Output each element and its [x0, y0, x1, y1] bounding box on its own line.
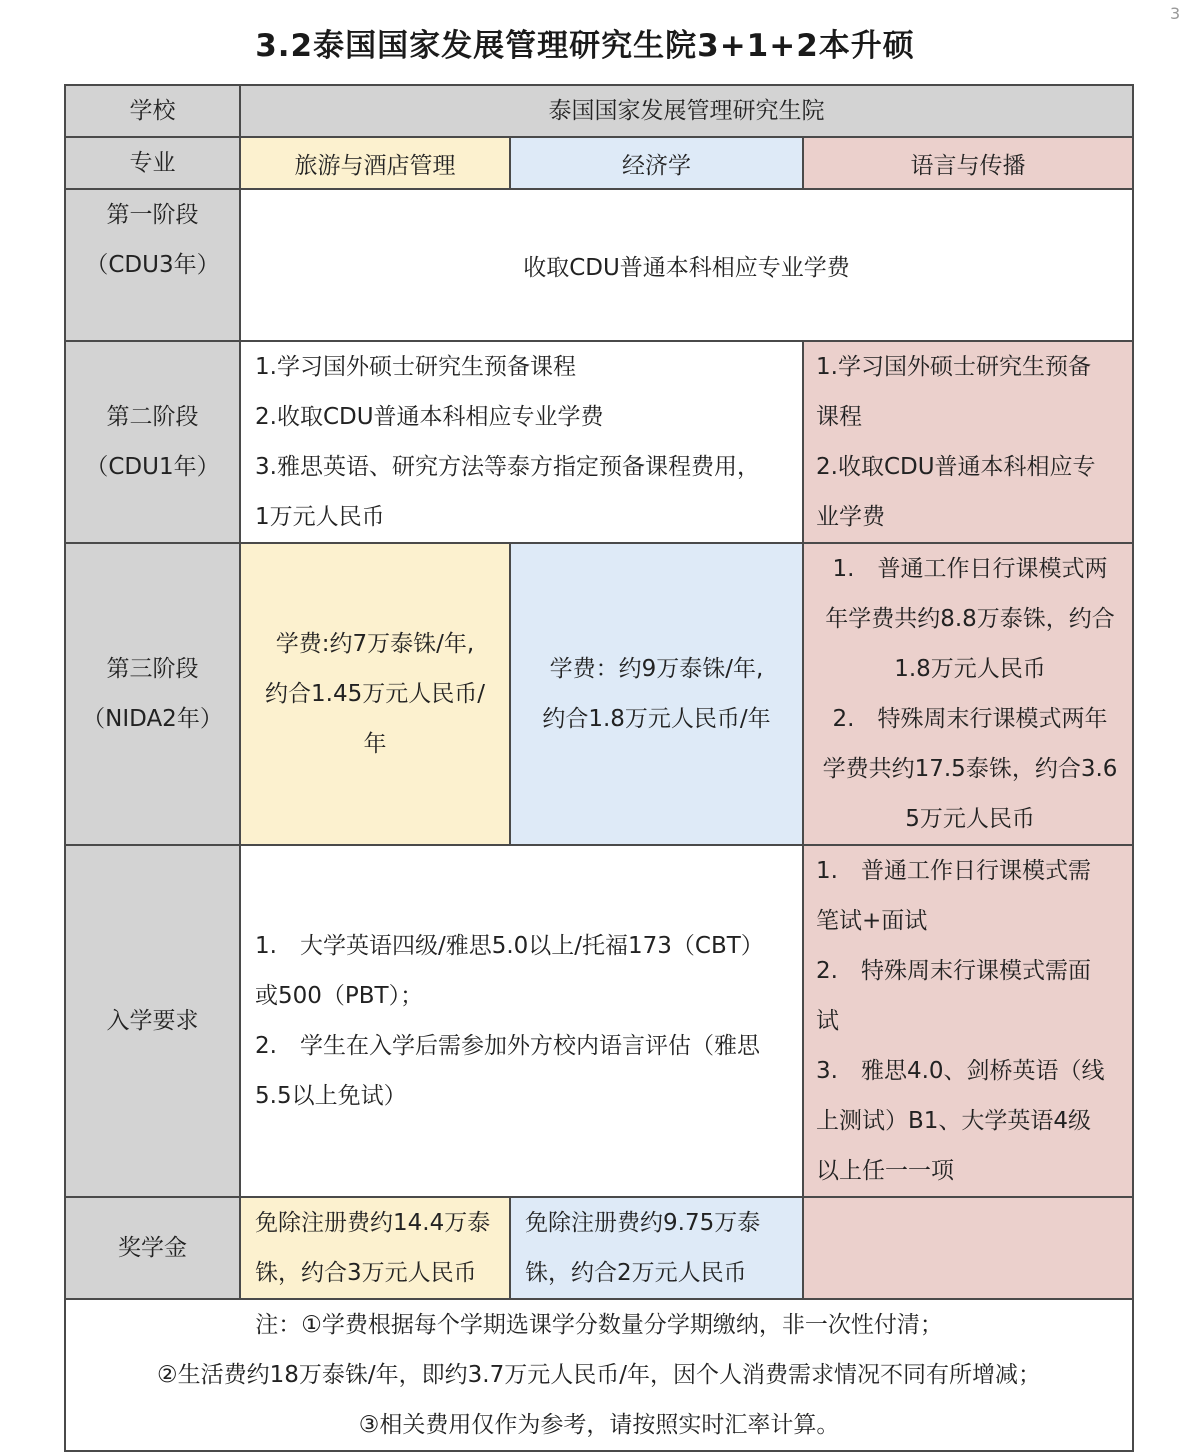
- stage3-label-line1: 第三阶段: [106, 656, 199, 682]
- admission-left-line: 1. 大学英语四级/雅思5.0以上/托福173（CBT）: [255, 933, 764, 959]
- corner-mark: 3: [1170, 4, 1180, 23]
- stage2-right-line: 业学费: [816, 504, 885, 530]
- stage2-label-line2: （CDU1年）: [85, 454, 220, 480]
- scholarship-label: 奖学金: [65, 1197, 240, 1299]
- major-row: [65, 137, 1133, 189]
- page-title: 3.2泰国国家发展管理研究生院3+1+2本升硕: [255, 28, 915, 64]
- note-line: ③相关费用仅作为参考，请按照实时汇率计算。: [358, 1412, 840, 1438]
- program-table: [64, 84, 1134, 1452]
- stage3-row: [65, 543, 1133, 845]
- stage2-common-content: [240, 341, 803, 543]
- admission-row: [65, 845, 1133, 1197]
- note-line: 注：①学费根据每个学期选课学分数量分学期缴纳，非一次性付清；: [255, 1312, 943, 1338]
- stage3-economics-line: 学费：约9万泰铢/年,: [549, 656, 764, 682]
- scholarship-tourism-line: 免除注册费约14.4万泰: [255, 1210, 491, 1236]
- stage3-tourism-line: 年: [363, 731, 387, 757]
- stage3-economics-fee: [510, 543, 803, 845]
- school-row: [65, 85, 1133, 137]
- major-language: 语言与传播: [803, 137, 1133, 189]
- scholarship-economics-line: 铢，约合2万元人民币: [525, 1260, 747, 1286]
- admission-common-content: [240, 845, 803, 1197]
- major-tourism: 旅游与酒店管理: [240, 137, 510, 189]
- stage3-tourism-line: 学费:约7万泰铢/年,: [275, 631, 475, 657]
- stage1-label-spacer: [66, 290, 239, 340]
- notes-row: [65, 1299, 1133, 1451]
- major-label: 专业: [65, 137, 240, 189]
- stage3-language-fee: [803, 543, 1133, 845]
- school-value: 泰国国家发展管理研究生院: [240, 85, 1133, 137]
- stage3-tourism-fee: [240, 543, 510, 845]
- stage1-row: [65, 189, 1133, 341]
- admission-right-line: 笔试+面试: [816, 908, 928, 934]
- stage3-language-line: 年学费共约8.8万泰铢，约合: [825, 606, 1115, 632]
- admission-right-line: 以上任一一项: [816, 1158, 954, 1184]
- stage3-label: [65, 543, 240, 845]
- stage3-language-line: 2. 特殊周末行课模式两年: [832, 706, 1108, 732]
- admission-left-line: 或500（PBT）；: [255, 983, 424, 1009]
- admission-right-line: 3. 雅思4.0、剑桥英语（线: [816, 1058, 1105, 1084]
- stage3-label-line2: （NIDA2年）: [82, 706, 223, 732]
- stage2-label-line1: 第二阶段: [106, 404, 199, 430]
- stage2-left-line: 2.收取CDU普通本科相应专业学费: [255, 404, 604, 430]
- stage1-label: [65, 189, 240, 341]
- admission-right-line: 2. 特殊周末行课模式需面: [816, 958, 1091, 984]
- scholarship-tourism-line: 铢，约合3万元人民币: [255, 1260, 477, 1286]
- stage1-content: 收取CDU普通本科相应专业学费: [240, 189, 1133, 341]
- stage1-label-line1: 第一阶段: [106, 202, 199, 228]
- admission-right-line: 1. 普通工作日行课模式需: [816, 858, 1091, 884]
- stage2-left-line: 1万元人民币: [255, 504, 385, 530]
- stage2-language-content: [803, 341, 1133, 543]
- school-label: 学校: [65, 85, 240, 137]
- stage3-language-line: 5万元人民币: [905, 806, 1035, 832]
- stage2-label: [65, 341, 240, 543]
- stage2-left-line: 3.雅思英语、研究方法等泰方指定预备课程费用，: [255, 454, 760, 480]
- stage2-right-line: 课程: [816, 404, 862, 430]
- admission-language-content: [803, 845, 1133, 1197]
- note-line: ②生活费约18万泰铢/年，即约3.7万元人民币/年，因个人消费需求情况不同有所增减；: [157, 1362, 1041, 1388]
- admission-left-line: 2. 学生在入学后需参加外方校内语言评估（雅思: [255, 1033, 760, 1059]
- admission-right-line: 上测试）B1、大学英语4级: [816, 1108, 1092, 1134]
- stage3-language-line: 学费共约17.5泰铢，约合3.6: [822, 756, 1118, 782]
- stage1-label-line2: （CDU3年）: [85, 252, 220, 278]
- stage3-language-line: 1.8万元人民币: [894, 656, 1046, 682]
- major-economics: 经济学: [510, 137, 803, 189]
- stage2-right-line: 2.收取CDU普通本科相应专: [816, 454, 1096, 480]
- stage2-right-line: 1.学习国外硕士研究生预备: [816, 354, 1091, 380]
- stage2-left-line: 1.学习国外硕士研究生预备课程: [255, 354, 576, 380]
- stage3-language-line: 1. 普通工作日行课模式两: [832, 556, 1108, 582]
- scholarship-tourism: [240, 1197, 510, 1299]
- stage3-economics-line: 约合1.8万元人民币/年: [542, 706, 771, 732]
- stage3-tourism-line: 约合1.45万元人民币/: [265, 681, 485, 707]
- scholarship-economics-line: 免除注册费约9.75万泰: [525, 1210, 761, 1236]
- scholarship-economics: [510, 1197, 803, 1299]
- stage2-row: [65, 341, 1133, 543]
- admission-left-line: 5.5以上免试）: [255, 1083, 407, 1109]
- admission-right-line: 试: [816, 1008, 839, 1034]
- scholarship-language: [803, 1197, 1133, 1299]
- admission-label: 入学要求: [65, 845, 240, 1197]
- scholarship-row: [65, 1197, 1133, 1299]
- notes-content: [65, 1299, 1133, 1451]
